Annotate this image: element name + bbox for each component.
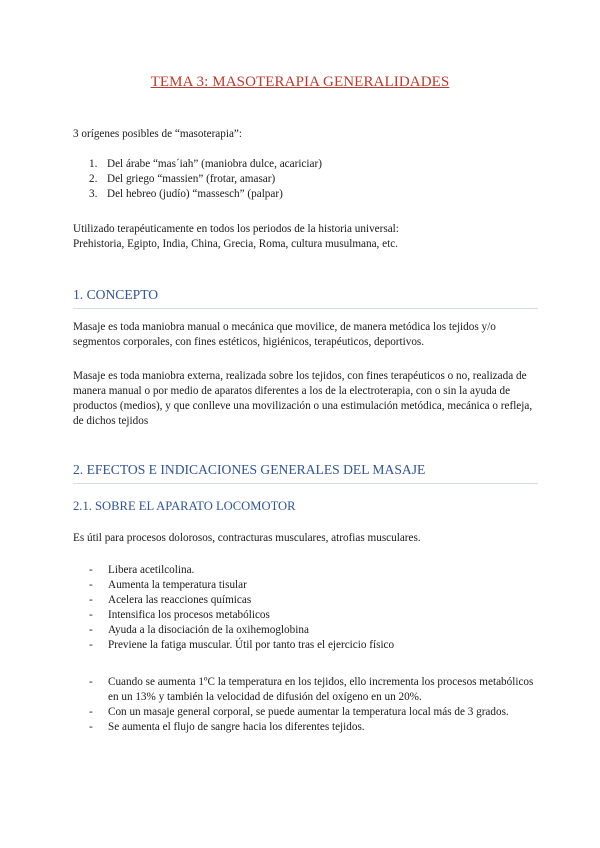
list-item: - Ayuda a la disociación de la oxihemoglobina	[89, 624, 309, 636]
list-item: - Libera acetilcolina.	[89, 564, 195, 576]
concept-paragraph-1: Masaje es toda maniobra manual o mecánica que movilice, de manera metódica los tejidos y/o segmentos corporales, con fines estéticos, higiénicos, terapéuticos, deportivos.	[73, 321, 496, 348]
effects-details-list	[73, 675, 538, 735]
effects-list	[73, 563, 538, 653]
subsection-heading-locomotor: 2.1. SOBRE EL APARATO LOCOMOTOR	[73, 499, 296, 513]
origin-item: 2. Del griego “massien” (frotar, amasar)	[89, 173, 276, 185]
list-item: - Acelera las reacciones químicas	[89, 594, 252, 606]
list-item: - Intensifica los procesos metabólicos	[89, 609, 270, 621]
origins-list	[73, 157, 538, 202]
list-item: - Se aumenta el flujo de sangre hacia los diferentes tejidos.	[89, 721, 365, 733]
usage-line-1: Utilizado terapéuticamente en todos los periodos de la historia universal:	[73, 223, 399, 235]
list-item: - Con un masaje general corporal, se puede aumentar la temperatura local más de 3 grados.	[89, 706, 509, 718]
list-item: - Previene la fatiga muscular. Útil por tanto tras el ejercicio físico	[89, 639, 395, 651]
origin-item: 1. Del árabe “mas´iah” (maniobra dulce, acariciar)	[89, 158, 322, 170]
origin-item: 3. Del hebreo (judío) “massesch” (palpar)	[89, 188, 283, 200]
concept-paragraph-2: Masaje es toda maniobra externa, realizada sobre los tejidos, con fines terapéuticos o no, realizada de manera manual o por medio de aparatos diferentes a los de la electroterapia, con o sin la ayuda de productos (medios), y que conlleve una movilización o una estimulación metódica, mecánica o refleja, de dichos tejidos	[73, 370, 533, 427]
section-heading-concepto: 1. CONCEPTO	[73, 285, 538, 309]
origins-intro: 3 orígenes posibles de “masoterapia”:	[73, 128, 242, 140]
list-item: - Cuando se aumenta 1ºC la temperatura en los tejidos, ello incrementa los procesos metabólicos en un 13% y también la velocidad de difusión del oxígeno en un 20%.	[89, 676, 534, 703]
list-item: - Aumenta la temperatura tisular	[89, 579, 247, 591]
usage-line-2: Prehistoria, Egipto, India, China, Grecia, Roma, cultura musulmana, etc.	[73, 238, 398, 250]
locomotor-intro: Es útil para procesos dolorosos, contracturas musculares, atrofias musculares.	[73, 532, 421, 544]
document-title: TEMA 3: MASOTERAPIA GENERALIDADES	[150, 74, 450, 90]
section-heading-efectos: 2. EFECTOS E INDICACIONES GENERALES DEL MASAJE	[73, 460, 538, 484]
